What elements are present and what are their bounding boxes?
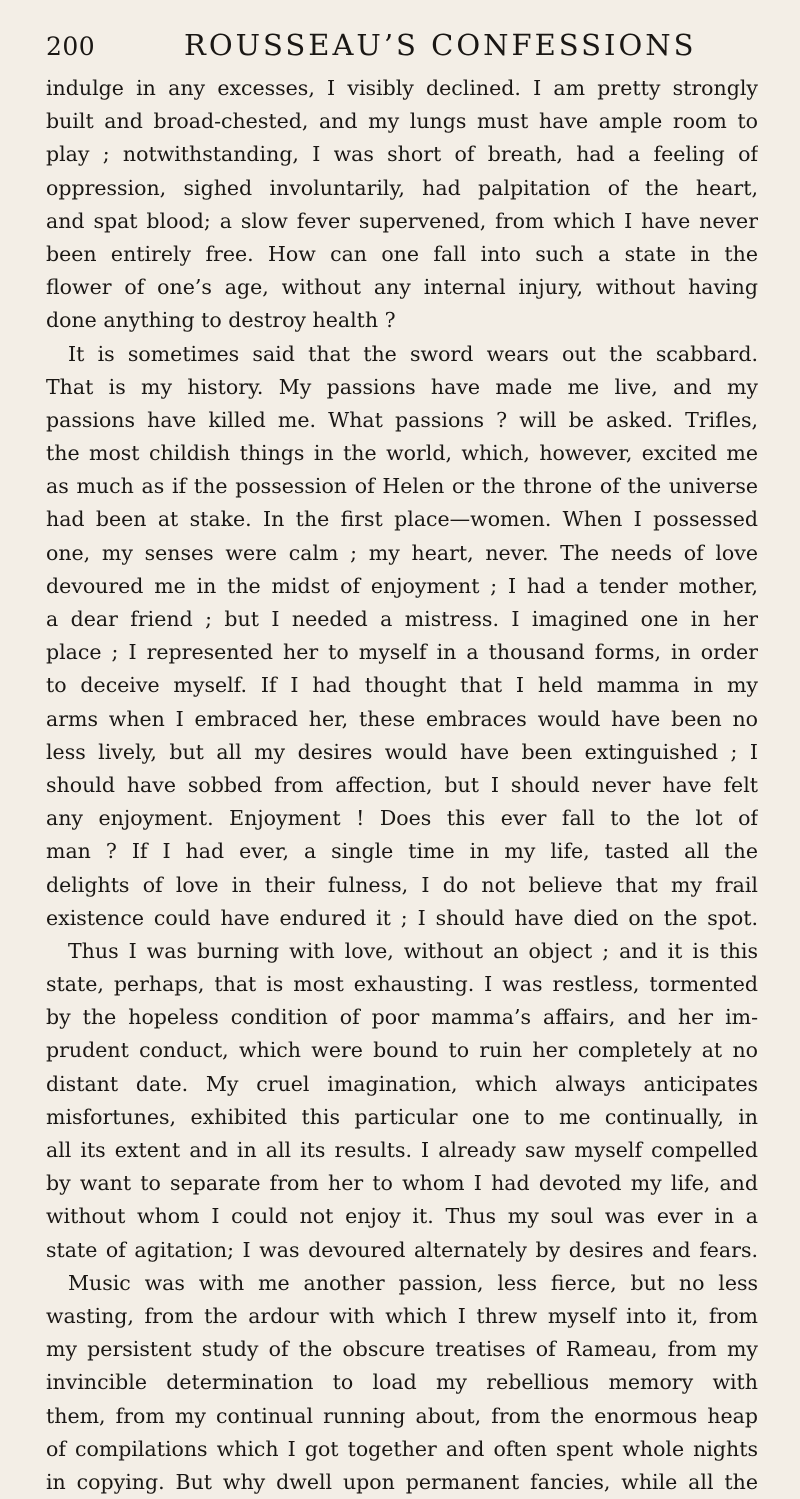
text-line: all its extent and in all its results. I already saw myself compelled — [46, 1138, 758, 1162]
text-line: less lively, but all my desires would have been extinguished ; I — [46, 739, 758, 764]
text-line: by want to separate from her to whom I had devoted my life, and — [46, 1171, 758, 1196]
text-line: place ; I represented her to myself in a thousand forms, in order — [46, 640, 758, 665]
text-line: in copying. But why dwell upon permanent fancies, while all the — [46, 1469, 758, 1494]
text-line: as much as if the possession of Helen or the throne of the universe — [46, 474, 758, 499]
text-line: distant date. My cruel imagination, which always anticipates — [46, 1071, 758, 1096]
text-line: That is my history. My passions have made me live, and my — [46, 374, 758, 399]
paragraph-first-line: It is sometimes said that the sword wears out the scabbard. — [68, 341, 758, 366]
text-line: prudent conduct, which were bound to ruin her completely at no — [46, 1038, 758, 1063]
page-header — [46, 28, 758, 68]
text-line: built and broad-chested, and my lungs must have ample room to — [46, 109, 758, 134]
text-line: should have sobbed from affection, but I should never have felt — [46, 772, 758, 797]
text-line: been entirely free. How can one fall into such a state in the — [46, 241, 758, 266]
text-line: a dear friend ; but I needed a mistress. I imagined one in her — [46, 607, 758, 631]
text-line: misfortunes, exhibited this particular one to me continually, in — [46, 1104, 758, 1129]
text-line: any enjoyment. Enjoyment ! Does this ever fall to the lot of — [46, 806, 758, 831]
text-line: of compilations which I got together and often spent whole nights — [46, 1436, 758, 1461]
text-line: wasting, from the ardour with which I threw myself into it, from — [46, 1303, 758, 1328]
text-line: indulge in any excesses, I visibly declined. I am pretty strongly — [46, 76, 758, 100]
text-line: delights of love in their fulness, I do not believe that my frail — [46, 872, 758, 897]
text-line: state, perhaps, that is most exhausting. I was restless, tormented — [46, 972, 758, 997]
text-line: and spat blood; a slow fever supervened, from which I have never — [46, 208, 758, 233]
text-line: devoured me in the midst of enjoyment ; I had a tender mother, — [46, 573, 758, 598]
text-line: arms when I embraced her, these embraces would have been no — [46, 706, 758, 731]
text-line: my persistent study of the obscure treatises of Rameau, from my — [46, 1337, 758, 1362]
text-line: man ? If I had ever, a single time in my life, tasted all the — [46, 839, 758, 864]
text-line: invincible determination to load my rebellious memory with — [46, 1370, 758, 1395]
page-number: 200 — [46, 32, 96, 61]
body-text — [46, 72, 758, 1499]
text-line: the most childish things in the world, which, however, excited me — [46, 441, 758, 466]
paragraph-first-line: Thus I was burning with love, without an object ; and it is this — [68, 938, 758, 963]
text-line: flower of one’s age, without any internal injury, without having — [46, 275, 758, 300]
text-line: done anything to destroy health ? — [46, 308, 396, 333]
running-title: ROUSSEAU’S CONFESSIONS — [184, 28, 697, 62]
text-line: by the hopeless condition of poor mamma’s affairs, and her im- — [46, 1005, 758, 1030]
paragraph-first-line: Music was with me another passion, less fierce, but no less — [68, 1270, 758, 1295]
text-line: play ; notwithstanding, I was short of breath, had a feeling of — [46, 142, 758, 167]
text-line: them, from my continual running about, from the enormous heap — [46, 1403, 758, 1428]
text-line: without whom I could not enjoy it. Thus my soul was ever in a — [46, 1204, 758, 1229]
text-line: one, my senses were calm ; my heart, never. The needs of love — [46, 540, 758, 565]
text-line: to deceive myself. If I had thought that I held mamma in my — [46, 673, 758, 698]
text-line: state of agitation; I was devoured alternately by desires and fears. — [46, 1237, 758, 1262]
text-line: had been at stake. In the first place—women. When I possessed — [46, 507, 758, 532]
text-line: passions have killed me. What passions ? will be asked. Trifles, — [46, 407, 758, 432]
text-line: oppression, sighed involuntarily, had palpitation of the heart, — [46, 175, 758, 200]
text-line: existence could have endured it ; I should have died on the spot. — [46, 905, 758, 930]
